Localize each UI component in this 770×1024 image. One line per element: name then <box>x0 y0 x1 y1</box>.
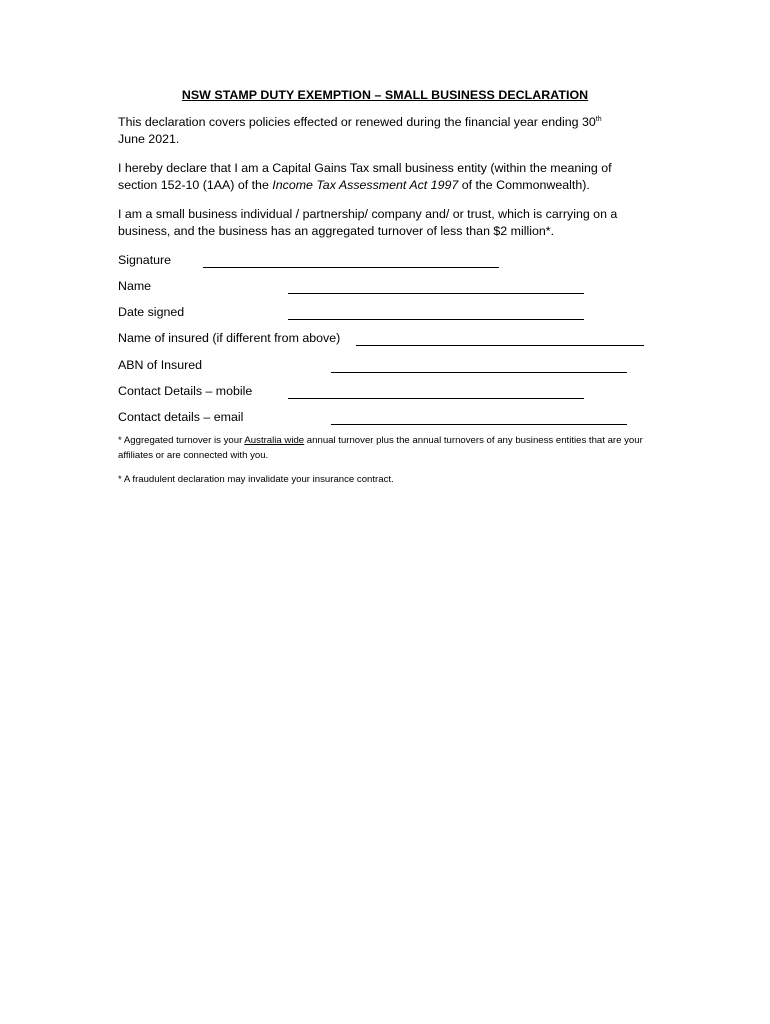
fraud-footnote: * A fraudulent declaration may invalidate your insurance contract. <box>118 474 394 485</box>
signature-line[interactable] <box>203 267 499 268</box>
name-line[interactable] <box>288 293 584 294</box>
turnover-paragraph: I am a small business individual / partnership/ company and/ or trust, which is carrying on a business, and the business has an aggregated turnover of less than $2 million*. <box>118 207 618 238</box>
coverage-text-end: June 2021. <box>118 131 180 146</box>
date-signed-label: Date signed <box>118 305 185 319</box>
footnote-text-start: * Aggregated turnover is your <box>118 435 245 446</box>
coverage-superscript: th <box>595 116 602 123</box>
contact-email-label: Contact details – email <box>118 410 244 424</box>
footnote-underlined: Australia wide <box>244 435 305 446</box>
date-signed-line[interactable] <box>288 319 584 320</box>
name-of-insured-label: Name of insured (if different from above) <box>118 331 341 345</box>
abn-line[interactable] <box>331 372 627 373</box>
abn-label: ABN of Insured <box>118 358 203 372</box>
name-label: Name <box>118 279 152 293</box>
contact-mobile-label: Contact Details – mobile <box>118 384 253 398</box>
signature-label: Signature <box>118 253 172 267</box>
coverage-text-start: This declaration covers policies effected or renewed during the financial year ending 30 <box>118 115 596 129</box>
act-name: Income Tax Assessment Act 1997 <box>272 177 459 192</box>
turnover-footnote <box>118 434 658 463</box>
coverage-paragraph <box>118 114 648 147</box>
declaration-text-start: I hereby declare that I am a Capital Gains Tax small business entity (within the meaning of section 152-10 (1AA) of the <box>118 161 612 192</box>
declaration-paragraph <box>118 160 648 193</box>
footnote-text-end: annual turnover plus the annual turnovers of any business entities that are your affiliates or are connected with you. <box>118 435 643 461</box>
page-title: NSW STAMP DUTY EXEMPTION – SMALL BUSINESS DECLARATION <box>181 88 589 102</box>
declaration-text-end: of the Commonwealth). <box>458 177 590 192</box>
name-of-insured-line[interactable] <box>356 345 644 346</box>
contact-email-line[interactable] <box>331 424 627 425</box>
contact-mobile-line[interactable] <box>288 398 584 399</box>
